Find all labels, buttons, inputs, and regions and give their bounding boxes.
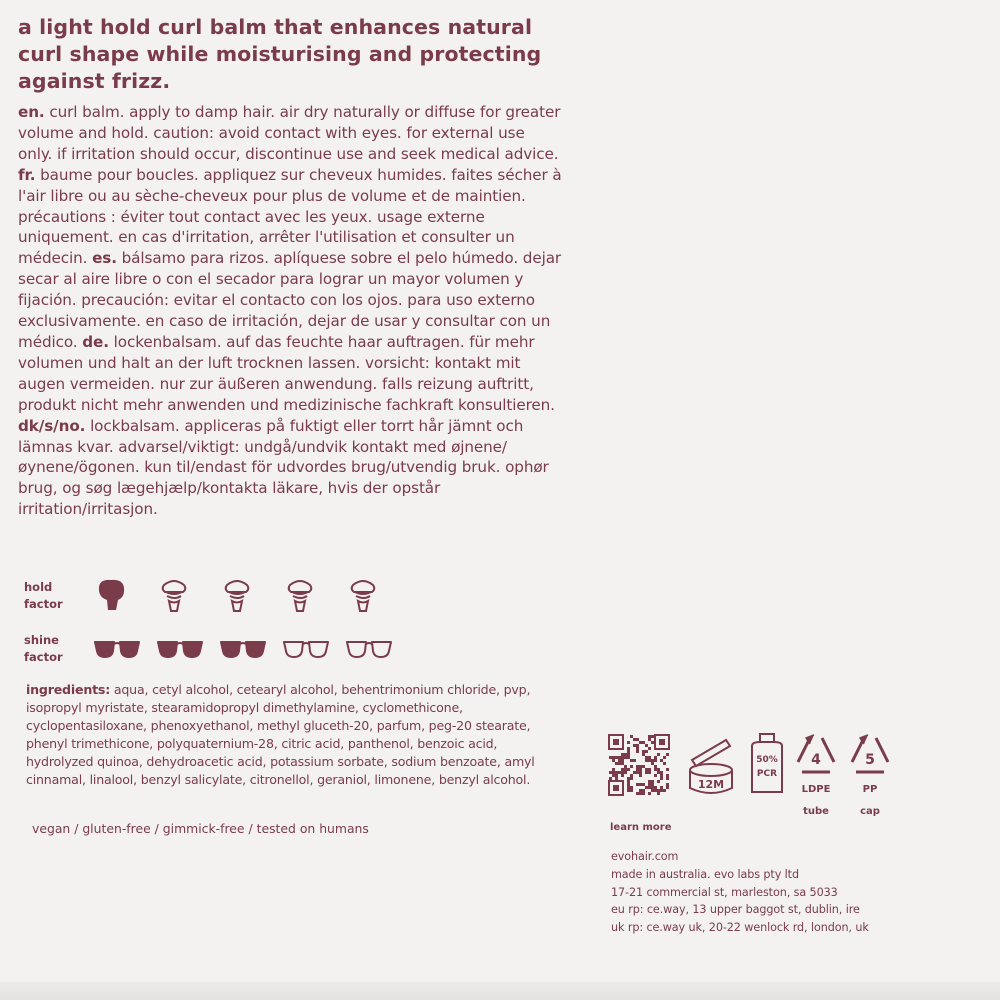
period-after-opening-icon xyxy=(686,732,736,798)
pao-value: 12M xyxy=(697,778,725,791)
shine-icon-filled xyxy=(157,638,203,660)
instructions-en: curl balm. apply to damp hair. air dry naturally or diffuse for greater volume and hold. caution: avoid contact with eyes. for external use only. if irritation should occur, discontinue use and seek medical advice. xyxy=(18,103,561,163)
ingredients-list xyxy=(26,681,566,790)
street-line: 17-21 commercial st, marleston, sa 5033 xyxy=(611,885,838,899)
pcr-icon xyxy=(742,732,792,798)
qr-caption: learn more xyxy=(610,822,672,833)
hold-icon-empty xyxy=(346,577,380,615)
hold-icon-filled xyxy=(94,577,128,615)
product-claims: vegan / gluten-free / gimmick-free / tested on humans xyxy=(32,821,369,836)
tube-part: tube xyxy=(803,806,829,817)
manufacturer-address xyxy=(611,848,869,937)
recycling-code-tube: 4 xyxy=(811,752,821,768)
hold-icon-empty xyxy=(157,577,191,615)
lang-code-de: de. xyxy=(82,332,109,351)
uk-rp-line: uk rp: ce.way uk, 20-22 wenlock rd, london, uk xyxy=(611,921,869,935)
hold-icon-empty xyxy=(283,577,317,615)
hold-icon-empty xyxy=(220,577,254,615)
usage-instructions xyxy=(18,102,563,520)
ingredients-text: aqua, cetyl alcohol, cetearyl alcohol, behentrimonium chloride, pvp, isopropyl myristate, stearamidopropyl dimethylamine, cyclomethicone, cyclopentasiloxane, phenoxyethanol, methyl gluceth-20, parfum, peg-20 stearate, phenyl trimethicone, polyquaternium-28, citric acid, panthenol, benzoic acid, hydrolyzed quinoa, dehydroacetic acid, potassium sorbate, sodium benzoate, amyl cinnamal, linalool, benzyl salicylate, citronellol, geraniol, limonene, benzyl alcohol. xyxy=(26,682,535,788)
recycling-code-cap: 5 xyxy=(865,752,875,768)
shine-icon-empty xyxy=(283,638,329,660)
cap-material: PP xyxy=(862,784,878,795)
recycling-5-icon xyxy=(846,732,894,778)
lang-code-es: es. xyxy=(92,249,117,268)
eu-rp-line: eu rp: ce.way, 13 upper baggot st, dublin, ire xyxy=(611,903,860,917)
made-in-line: made in australia. evo labs pty ltd xyxy=(611,867,799,881)
instructions-fr: baume pour boucles. appliquez sur cheveux humides. faites sécher à l'air libre ou au sèche-cheveux pour plus de volume et de maintien. précautions : éviter tout contact avec les yeux. usage externe uniquement. en cas d'irritation, arrêter l'utilisation et consulter un médecin. xyxy=(18,165,562,268)
hold-factor-icons xyxy=(94,577,409,615)
cap-part: cap xyxy=(860,806,880,817)
qr-code[interactable] xyxy=(608,734,670,796)
shine-factor-row xyxy=(24,632,409,666)
shine-icon-filled xyxy=(94,638,140,660)
lang-code-nordic: dk/s/no. xyxy=(18,416,86,435)
shine-factor-icons xyxy=(94,638,409,660)
recycling-4-icon xyxy=(792,732,840,778)
pcr-label: PCR xyxy=(756,769,778,779)
instructions-de: lockenbalsam. auf das feuchte haar auftragen. für mehr volumen und halt an der luft trocknen lassen. vorsicht: kontakt mit augen vermeiden. nur zur äußeren anwendung. falls reizung auftritt, produkt nicht mehr anwenden und medizinische fachkraft konsultieren. xyxy=(18,332,555,414)
shine-icon-filled xyxy=(220,638,266,660)
instructions-es: bálsamo para rizos. aplíquese sobre el pelo húmedo. dejar secar al aire libre o con el secador para lograr un mayor volumen y fijación. precaución: evitar el contacto con los ojos. para uso externo exclusivamente. en caso de irritación, dejar de usar y consultar con un médico. xyxy=(18,249,562,351)
pcr-percent: 50% xyxy=(756,755,778,765)
hold-factor-label: hold factor xyxy=(24,580,63,611)
page-edge xyxy=(0,982,1000,1000)
hold-factor-row xyxy=(24,577,409,615)
tube-material: LDPE xyxy=(801,784,831,795)
shine-factor-label: shine factor xyxy=(24,633,63,664)
website-link[interactable]: evohair.com xyxy=(611,850,679,863)
product-headline: a light hold curl balm that enhances natural curl shape while moisturising and protecting against frizz. xyxy=(18,15,542,93)
lang-code-fr: fr. xyxy=(18,165,36,184)
instructions-nordic: lockbalsam. appliceras på fuktigt eller torrt hår jämnt och lämnas kvar. advarsel/viktigt: undgå/undvik kontakt med øjnene/øynene/ögonen. kun til/endast för udvordes brug/utvendig bruk. ophør brug, og søg lægehjælp/kontakta läkare, hvis der opstår irritation/irritasjon. xyxy=(18,416,549,519)
ingredients-label: ingredients: xyxy=(26,682,111,697)
shine-icon-empty xyxy=(346,638,392,660)
lang-code-en: en. xyxy=(18,103,45,121)
